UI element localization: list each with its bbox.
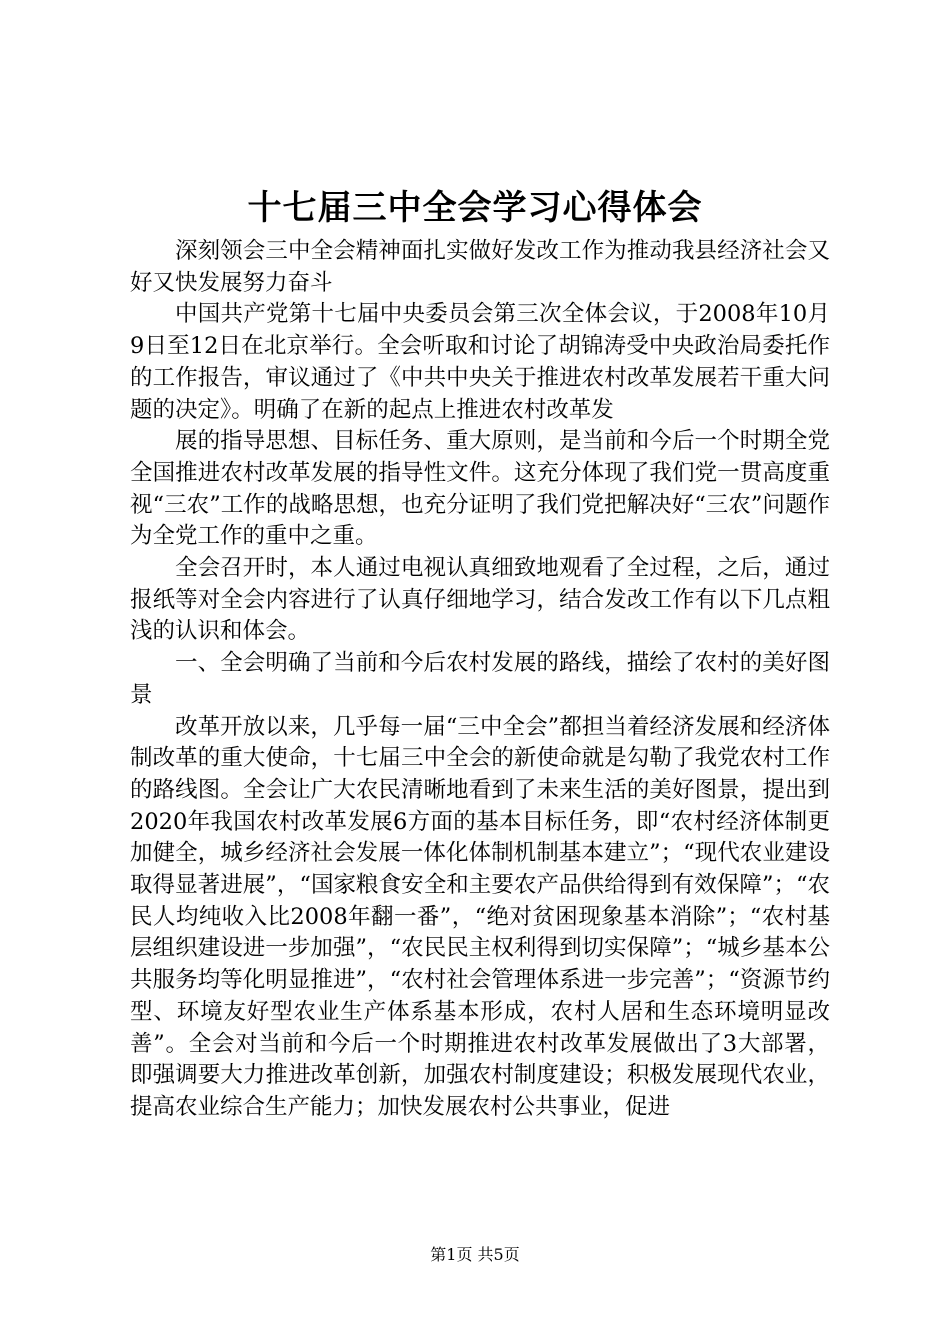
paragraph: 全会召开时，本人通过电视认真细致地观看了全过程，之后，通过报纸等对全会内容进行了认真仔细地学习，结合发改工作有以下几点粗浅的认识和体会。 [130, 555, 830, 645]
paragraph: 中国共产党第十七届中央委员会第三次全体会议，于2008年10月9日至12日在北京举行。全会听取和讨论了胡锦涛受中央政治局委托作的工作报告，审议通过了《中共中央关于推进农村改革发展若干重大问题的决定》。明确了在新的起点上推进农村改革发 [130, 301, 830, 423]
document-title: 十七届三中全会学习心得体会 [247, 188, 703, 228]
paragraph-subtitle: 深刻领会三中全会精神面扎实做好发改工作为推动我县经济社会又好又快发展努力奋斗 [130, 238, 830, 296]
document-body [130, 236, 830, 1124]
page-footer: 第1页 共5页 [430, 1245, 520, 1264]
paragraph: 展的指导思想、目标任务、重大原则，是当前和今后一个时期全党全国推进农村改革发展的指导性文件。这充分体现了我们党一贯高度重视“三农”工作的战略思想，也充分证明了我们党把解决好“三农”问题作为全党工作的重中之重。 [130, 428, 830, 550]
section-heading: 一、全会明确了当前和今后农村发展的路线，描绘了农村的美好图景 [130, 650, 830, 708]
paragraph: 改革开放以来，几乎每一届“三中全会”都担当着经济发展和经济体制改革的重大使命，十七届三中全会的新使命就是勾勒了我党农村工作的路线图。全会让广大农民清晰地看到了未来生活的美好图景，提出到2020年我国农村改革发展6方面的基本目标任务，即“农村经济体制更加健全，城乡经济社会发展一体化体制机制基本建立”；“现代农业建设取得显著进展”，“国家粮食安全和主要农产品供给得到有效保障”；“农民人均纯收入比2008年翻一番”，“绝对贫困现象基本消除”；“农村基层组织建设进一步加强”，“农民民主权利得到切实保障”；“城乡基本公共服务均等化明显推进”，“农村社会管理体系进一步完善”；“资源节约型、环境友好型农业生产体系基本形成，农村人居和生态环境明显改善”。全会对当前和今后一个时期推进农村改革发展做出了3大部署，即强调要大力推进改革创新，加强农村制度建设；积极发展现代农业，提高农业综合生产能力；加快发展农村公共事业，促进 [130, 713, 830, 1120]
